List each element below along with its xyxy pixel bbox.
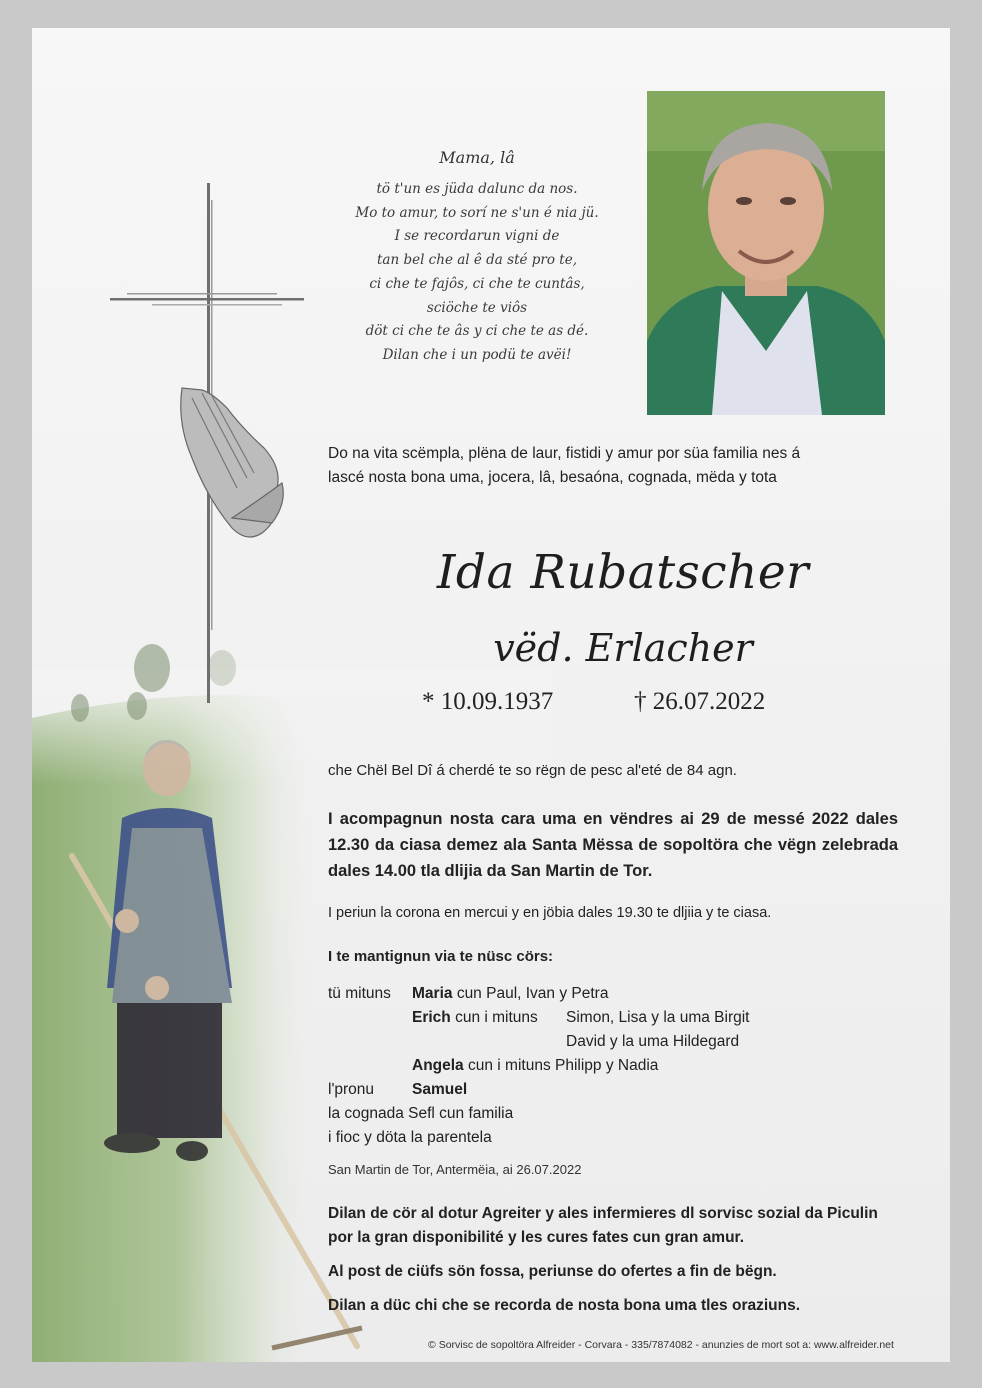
family-group-children: tü mituns — [328, 985, 391, 1002]
poem — [302, 178, 652, 368]
poem-line: tan bel che al ê da sté pro te, — [376, 252, 577, 269]
rosary-text: I periun la corona en mercui y en jöbia dales 19.30 te dljiia y te ciasa. — [328, 905, 772, 921]
birth-date: * 10.09.1937 — [422, 688, 554, 715]
mourners-heading: I te mantignun via te nüsc cörs: — [328, 948, 554, 965]
poem-line: Dilan che i un podü te avëi! — [382, 346, 572, 363]
intro-line: Do na vita scëmpla, plëna de laur, fistidi y amur por süa familia nes á — [328, 445, 801, 462]
poem-line: I se recordarun vigni de — [394, 228, 560, 245]
place-date: San Martin de Tor, Antermëia, ai 26.07.2022 — [328, 1162, 582, 1177]
poem-title: Mama, lâ — [439, 148, 515, 167]
thanks-line: por la gran disponibilité y les cures fates cun gran amur. — [328, 1229, 745, 1246]
married-name: vëd. Erlacher — [493, 626, 753, 670]
family-group-grandchildren: l'pronu — [328, 1081, 375, 1098]
obituary-card — [32, 28, 950, 1362]
age-text: che Chël Bel Dî á cherdé te so rëgn de pesc al'eté de 84 agn. — [328, 762, 737, 779]
family-member: Angela cun i mituns Philipp y Nadia — [412, 1057, 659, 1074]
family-member: Maria cun Paul, Ivan y Petra — [412, 985, 609, 1002]
prayer-thanks-text — [328, 1294, 908, 1318]
footer — [32, 1339, 950, 1351]
portrait-photo — [647, 91, 885, 415]
praying-hands-icon — [181, 388, 284, 537]
poem-line: Mo to amur, to sorí ne s'un é nia jü. — [355, 204, 599, 221]
intro-line: lascé nosta bona uma, jocera, lâ, besaóna, cognada, mëda y tota — [328, 469, 777, 486]
family-member-kids: Simon, Lisa y la uma Birgit — [566, 1009, 750, 1026]
thanks-line: Al post de ciüfs sön fossa, periunse do ofertes a fin de bëgn. — [328, 1263, 777, 1280]
donation-text — [328, 1260, 908, 1284]
poem-line: döt ci che te âs y ci che te as dé. — [365, 323, 589, 340]
family-member: i fioc y döta la parentela — [328, 1129, 492, 1146]
poem-line: tö t'un es jüda dalunc da nos. — [376, 181, 578, 197]
footer-text: © Sorvisc de sopoltöra Alfreider - Corvara - 335/7874082 - anunzies de mort sot a: www.alfreider.net — [428, 1339, 894, 1351]
deceased-name: Ida Rubatscher — [436, 545, 810, 600]
family-member: Samuel — [412, 1081, 468, 1098]
death-date: † 26.07.2022 — [634, 688, 766, 715]
funeral-text: I acompagnun nosta cara uma en vëndres ai 29 de messé 2022 dales 12.30 da ciasa demez ala Santa Mëssa de sopoltöra che vëgn zelebrada dales 14.00 tla dlijia da San Martin de Tor. — [328, 810, 898, 880]
poem-line: ci che te fajôs, ci che te cuntâs, — [369, 275, 585, 292]
family-member: Erich cun i mituns — [412, 1009, 538, 1026]
thanks-text — [328, 1202, 908, 1250]
thanks-line: Dilan de cör al dotur Agreiter y ales infermieres dl sorvisc sozial da Piculin — [328, 1205, 878, 1222]
thanks-line: Dilan a düc chi che se recorda de nosta bona uma tles oraziuns. — [328, 1297, 801, 1314]
poem-line: sciöche te viôs — [426, 299, 528, 316]
intro-text — [328, 442, 918, 490]
family-member: la cognada Sefl cun familia — [328, 1105, 514, 1122]
family-member-kids: David y la uma Hildegard — [566, 1033, 740, 1050]
